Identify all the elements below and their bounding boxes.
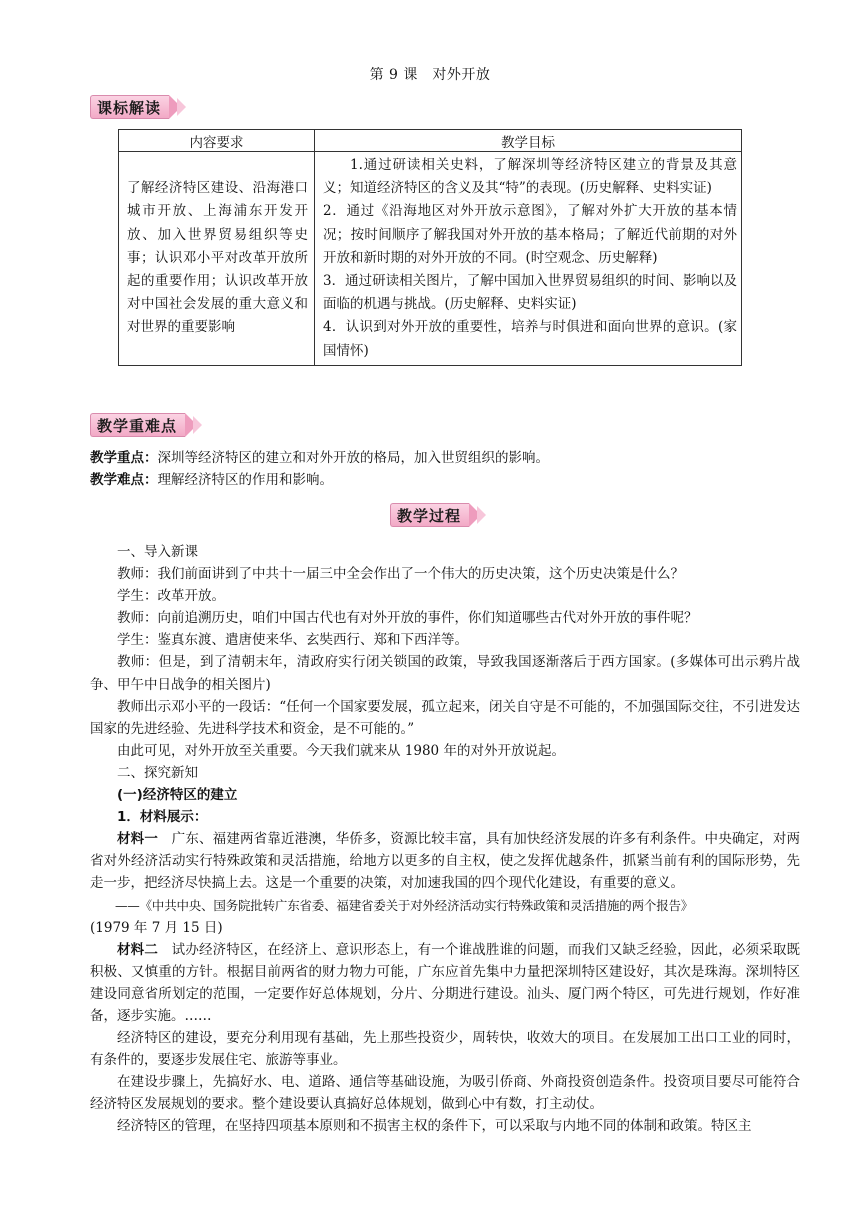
- teaching-focus: [90, 447, 810, 469]
- difficulty-label: 教学难点：: [90, 472, 158, 488]
- section-heading: 二、探究新知: [117, 764, 198, 781]
- dialogue-line: 学生：鉴真东渡、遣唐使来华、玄奘西行、郑和下西洋等。: [117, 632, 468, 649]
- material-two-paragraph: 在建设步骤上，先搞好水、电、道路、通信等基础设施，为吸引侨商、外商投资创造条件。投资项目要尽可能符合经济特区发展规划的要求。整个建设要认真搞好总体规划，做到心中有数，打主动仗。: [90, 1074, 800, 1113]
- focus-text: 深圳等经济特区的建立和对外开放的格局，加入世贸组织的影响。: [157, 450, 549, 466]
- tag-arrow-icon: [177, 98, 186, 116]
- difficulty-text: 理解经济特区的作用和影响。: [157, 472, 333, 488]
- material-two-text: 试办经济特区，在经济上、意识形态上，有一个谁战胜谁的问题，而我们又缺乏经验，因此，必须采取既积极、又慎重的方针。根据目前两省的财力物力可能，广东应首先集中力量把深圳特区建设好，其次是珠海。深圳特区建设同意省所划定的范围，一定要作好总体规划，分片、分期进行建设。汕头、厦门两个特区，可先进行规划，作好准备，逐步实施。……: [90, 941, 801, 1024]
- objective-item: 2．通过《沿海地区对外开放示意图》，了解对外扩大开放的基本情况；按时间顺序了解我国对外开放的基本格局；了解近代前期的对外开放和新时期的对外开放的不同。(时空观念、历史解释): [323, 203, 737, 266]
- dialogue-line: 学生：改革开放。: [117, 588, 225, 605]
- teaching-difficulty: [90, 469, 810, 491]
- tag-arrow-icon: [477, 506, 486, 524]
- objective-item: 3．通过研读相关图片，了解中国加入世界贸易组织的时间、影响以及面临的机遇与挑战。(历史解释、史料实证): [323, 273, 737, 313]
- material-one-label: 材料一: [117, 831, 158, 848]
- section-tag-key-points: [90, 413, 202, 437]
- dialogue-line: 教师：但是，到了清朝末年，清政府实行闭关锁国的政策，导致我国逐渐落后于西方国家。(多媒体可出示鸦片战争、甲午中日战争的相关图片): [90, 654, 800, 693]
- material-one-text: 广东、福建两省靠近港澳，华侨多，资源比较丰富，具有加快经济发展的许多有利条件。中央确定，对两省对外经济活动实行特殊政策和灵活措施，给地方以更多的自主权，使之发挥优越条件，抓紧当前有利的国际形势，先走一步，把经济尽快搞上去。这是一个重要的决策，对加速我国的四个现代化建设，有重要的意义。: [90, 831, 801, 892]
- dialogue-line: 由此可见，对外开放至关重要。今天我们就来从 1980 年的对外开放说起。: [117, 742, 565, 759]
- material-one-date: (1979 年 7 月 15 日): [90, 919, 223, 936]
- lesson-title: 第 9 课 对外开放: [369, 67, 491, 83]
- material-two-paragraph: 经济特区的建设，要充分利用现有基础，先上那些投资少，周转快，收效大的项目。在发展加工出口工业的同时，有条件的，要逐步发展住宅、旅游等事业。: [90, 1030, 800, 1069]
- material-two: [90, 939, 800, 1027]
- table-header-requirement: 内容要求: [119, 130, 315, 152]
- material-one: [90, 828, 800, 894]
- tag-arrow-icon: [193, 416, 202, 434]
- section-tag-label: 教学重难点: [90, 413, 185, 437]
- requirement-cell: 了解经济特区建设、沿海港口城市开放、上海浦东开发开放、加入世界贸易组织等史事；认识邓小平对改革开放所起的重要作用；认识改革开放对中国社会发展的重大意义和对世界的重要影响: [119, 152, 315, 366]
- curriculum-table: [118, 129, 742, 366]
- table-header-objectives: 教学目标: [315, 130, 742, 152]
- material-two-label: 材料二: [117, 941, 158, 958]
- dialogue-line: 教师：向前追溯历史，咱们中国古代也有对外开放的事件，你们知道哪些古代对外开放的事件呢？: [117, 610, 698, 627]
- section-tag-label: 课标解读: [90, 95, 169, 119]
- objective-item: 1.通过研读相关史料，了解深圳等经济特区建立的背景及其意义；知道经济特区的含义及其“特”的表现。(历史解释、史料实证): [323, 157, 737, 197]
- section-tag-standard: [90, 95, 186, 119]
- objective-item: 4．认识到对外开放的重要性，培养与时俱进和面向世界的意识。(家国情怀): [323, 319, 737, 359]
- focus-label: 教学重点：: [90, 450, 158, 466]
- material-heading: 1．材料展示：: [117, 809, 208, 826]
- subsection-heading: (一)经济特区的建立: [117, 787, 238, 804]
- material-one-citation: ——《中共中央、国务院批转广东省委、福建省委关于对外经济活动实行特殊政策和灵活措施的两个报告》: [115, 897, 694, 913]
- section-heading: 一、导入新课: [117, 544, 198, 560]
- teaching-process-body: [90, 541, 800, 1138]
- dialogue-line: 教师出示邓小平的一段话：“任何一个国家要发展，孤立起来，闭关自守是不可能的，不加强国际交往，不引进发达国家的先进经验、先进科学技术和资金，是不可能的。”: [90, 698, 800, 737]
- objectives-cell: [315, 152, 742, 366]
- section-tag-label: 教学过程: [390, 503, 469, 527]
- material-two-paragraph: 经济特区的管理，在坚持四项基本原则和不损害主权的条件下，可以采取与内地不同的体制和政策。特区主: [117, 1118, 752, 1135]
- dialogue-line: 教师：我们前面讲到了中共十一届三中全会作出了一个伟大的历史决策，这个历史决策是什么？: [117, 566, 684, 583]
- section-tag-process: [390, 503, 486, 527]
